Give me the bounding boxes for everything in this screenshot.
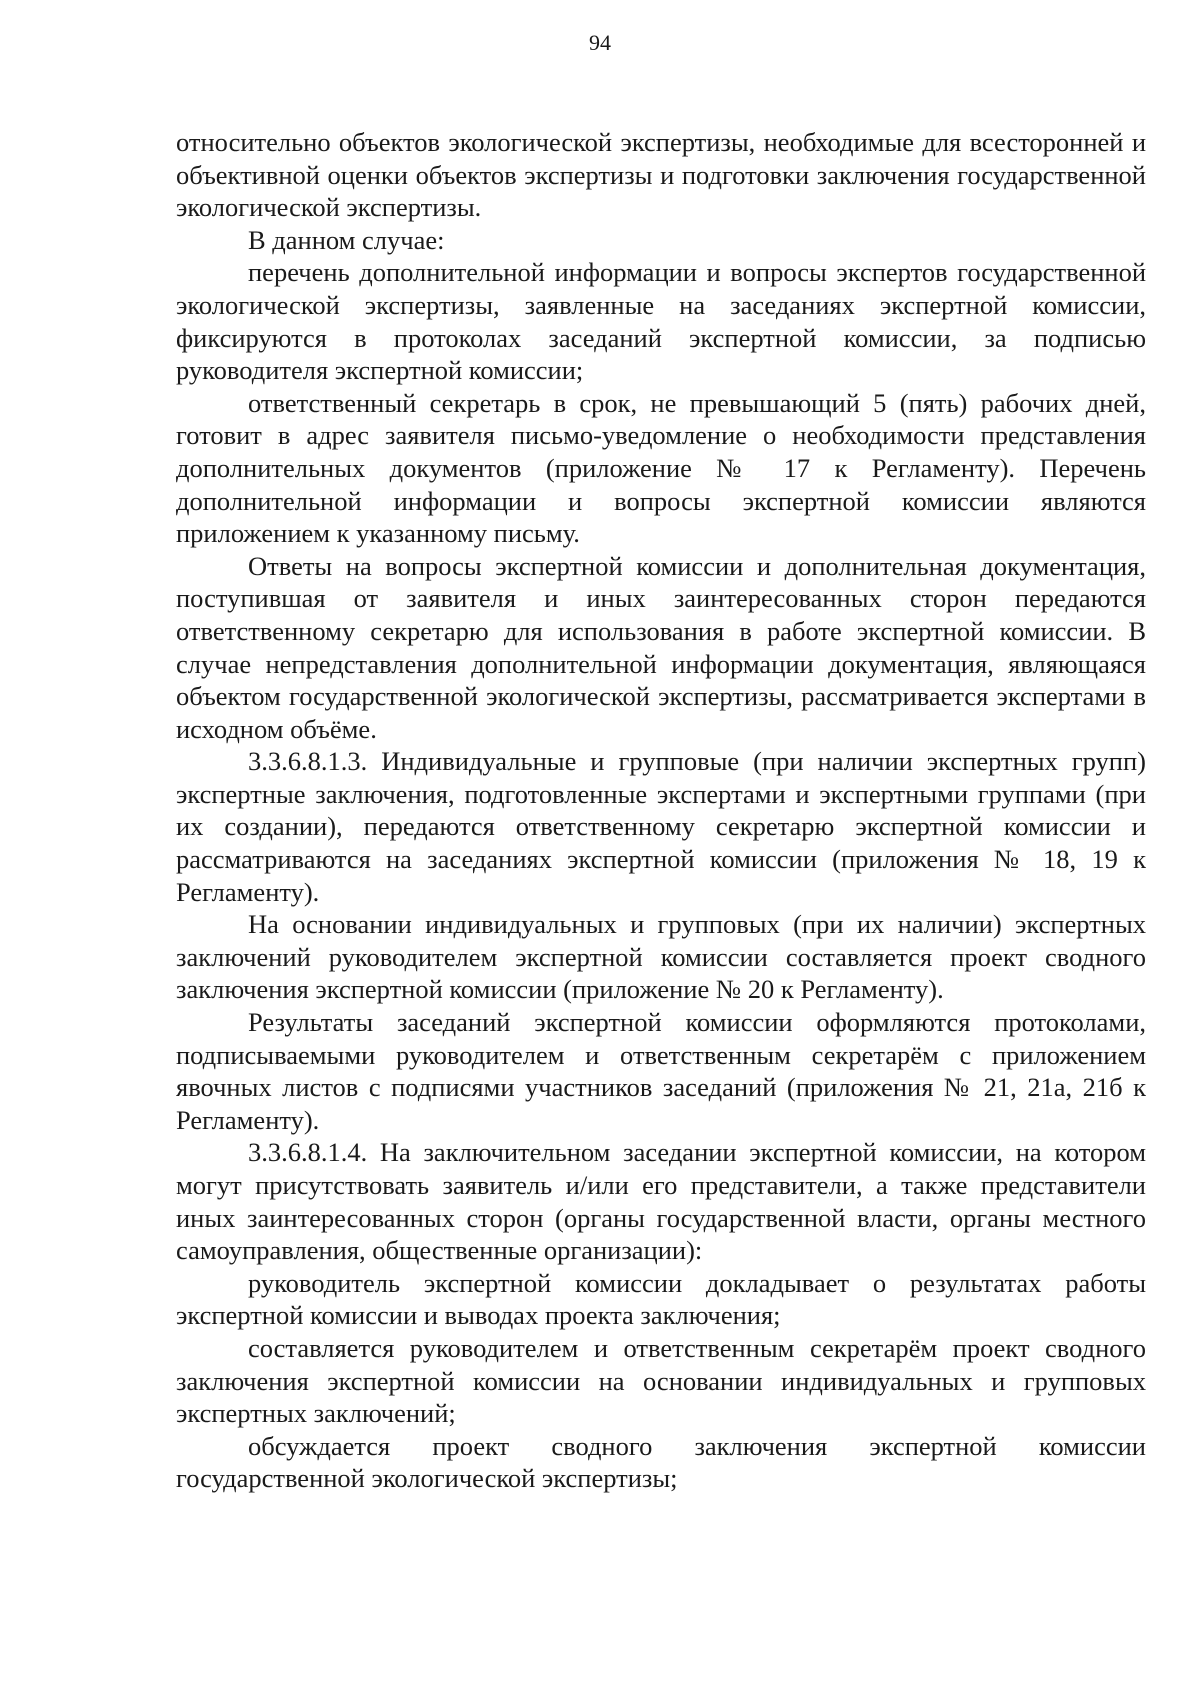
document-body: [176, 126, 1146, 1495]
paragraph-section-3-3-6-8-1-4: 3.3.6.8.1.4. На заключительном заседании экспертной комиссии, на котором могут присутствовать заявитель и/или его представители, а также представители иных заинтересованных сторон (органы государственной власти, органы местного самоуправления, общественные организации):: [176, 1137, 1146, 1266]
paragraph-head-reports: руководитель экспертной комиссии докладывает о результатах работы экспертной комиссии и выводах проекта заключения;: [176, 1267, 1146, 1331]
paragraph-answers: Ответы на вопросы экспертной комиссии и дополнительная документация, поступившая от заявителя и иных заинтересованных сторон передаются ответственному секретарю для использования в работе экспертной комиссии. В случае непредставления дополнительной информации документация, являющаяся объектом государственной экологической экспертизы, рассматривается экспертами в исходном объёме.: [176, 550, 1146, 744]
paragraph-meeting-results: Результаты заседаний экспертной комиссии оформляются протоколами, подписываемыми руководителем и ответственным секретарём с приложением явочных листов с подписями участников заседаний (приложения № 21, 21а, 21б к Регламенту).: [176, 1007, 1146, 1135]
paragraph-draft-compiled: составляется руководителем и ответственным секретарём проект сводного заключения экспертной комиссии на основании индивидуальных и групповых экспертных заключений;: [176, 1332, 1146, 1429]
paragraph-section-3-3-6-8-1-3: 3.3.6.8.1.3. Индивидуальные и групповые (при наличии экспертных групп) экспертные заключения, подготовленные экспертами и экспертными группами (при их создании), передаются ответственному секретарю экспертной комиссии и рассматриваются на заседаниях экспертной комиссии (приложения № 18, 19 к Регламенту).: [176, 746, 1146, 907]
paragraph-summary-draft: На основании индивидуальных и групповых (при их наличии) экспертных заключений руководителем экспертной комиссии составляется проект сводного заключения экспертной комиссии (приложение № 20 к Регламенту).: [176, 909, 1146, 1005]
paragraph-list-additional-info: перечень дополнительной информации и вопросы экспертов государственной экологической экспертизы, заявленные на заседаниях экспертной комиссии, фиксируются в протоколах заседаний экспертной комиссии, за подписью руководителя экспертной комиссии;: [176, 257, 1146, 386]
paragraph-in-this-case: В данном случае:: [248, 224, 445, 255]
paragraph-secretary-notice: ответственный секретарь в срок, не превышающий 5 (пять) рабочих дней, готовит в адрес заявителя письмо-уведомление о необходимости представления дополнительных документов (приложение № 17 к Регламенту). Перечень дополнительной информации и вопросы экспертной комиссии являются приложением к указанному письму.: [176, 387, 1146, 549]
paragraph-continuation: относительно объектов экологической экспертизы, необходимые для всесторонней и объективной оценки объектов экспертизы и подготовки заключения государственной экологической экспертизы.: [176, 127, 1146, 223]
page-number: 94: [589, 30, 611, 55]
paragraph-draft-discussed: обсуждается проект сводного заключения экспертной комиссии государственной экологической экспертизы;: [176, 1430, 1146, 1494]
